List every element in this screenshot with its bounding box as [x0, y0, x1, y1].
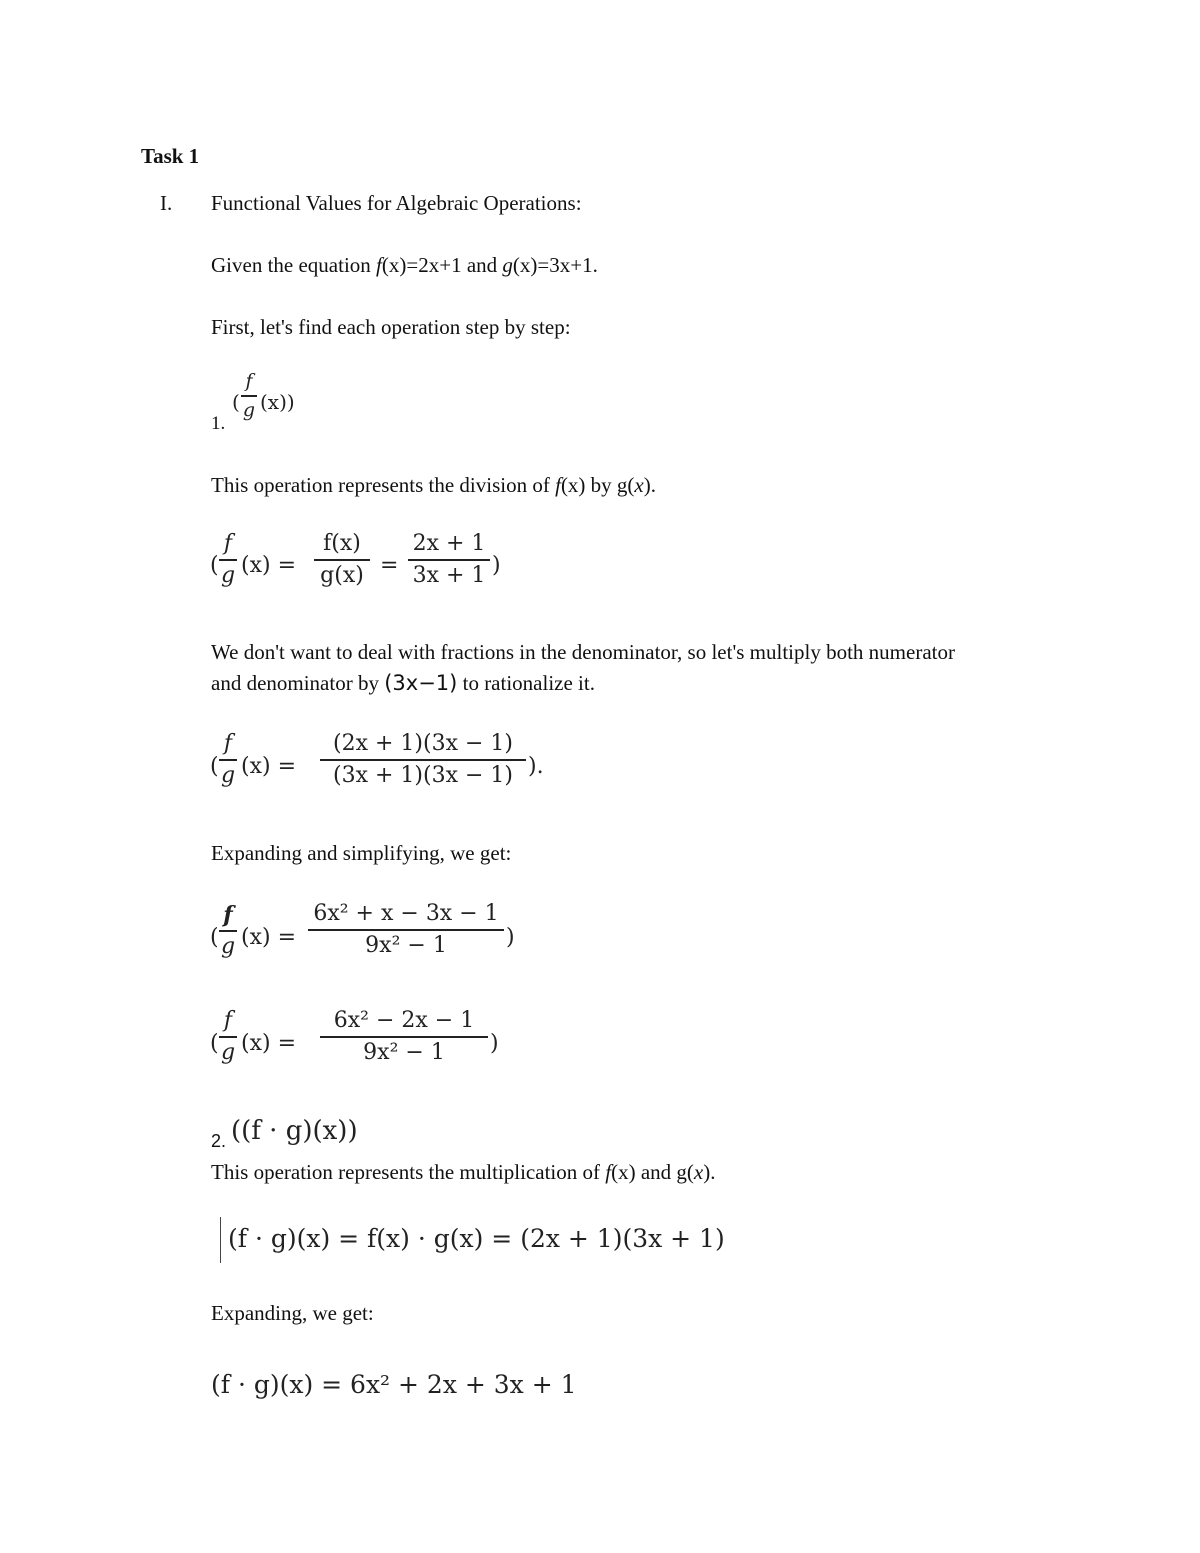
op2-description [211, 1162, 715, 1183]
eq3-arg: (x) = [241, 925, 296, 950]
eq2-den: (3x + 1)(3x − 1) [333, 762, 513, 788]
op2-desc-prefix: This operation represents the multiplication of [211, 1160, 606, 1184]
eq2-arg: (x) = [241, 754, 296, 779]
eq1-num1: f(x) [323, 531, 361, 556]
eq3-frac [308, 903, 504, 957]
eq4-f: f [223, 1008, 233, 1033]
eq3-f: f [223, 902, 233, 928]
eq1-den1: g(x) [320, 562, 364, 588]
eq1-bar-fg [219, 559, 237, 561]
op1-desc-prefix: This operation represents the division of [211, 473, 556, 497]
op2-number: 2. [211, 1131, 227, 1151]
task-heading: Task 1 [141, 144, 200, 168]
section-numeral: I. [160, 191, 173, 215]
op2-expr: ((f · g)(x)) [231, 1116, 358, 1146]
explain-math: (3x−1) [384, 671, 458, 695]
eq3-num: 6x² + x − 3x − 1 [313, 901, 499, 926]
explain-suffix: to rationalize it. [457, 671, 595, 695]
section-title: Functional Values for Algebraic Operations: [211, 191, 582, 215]
op1-desc-end: ). [643, 473, 656, 497]
eq1-equals: = [380, 553, 399, 578]
explain-prefix: and denominator by [211, 671, 385, 695]
eq2-frac [320, 733, 526, 787]
eq4-bar-fg [219, 1036, 237, 1038]
op2-desc-x: x [693, 1160, 704, 1184]
eq1-open: ( [210, 553, 219, 578]
op2-expand-text: Expanding, we get: [211, 1301, 374, 1325]
op2-eq2: (f · g)(x) = 6x² + 2x + 3x + 1 [211, 1370, 577, 1399]
intro-text: First, let's find each operation step by step: [211, 315, 571, 339]
text-cursor [220, 1217, 221, 1263]
eq1-close: ) [492, 553, 501, 578]
given-f: f [376, 253, 382, 277]
eq4-bar [320, 1036, 488, 1038]
eq1-g: g [220, 562, 236, 588]
eq4-arg: (x) = [241, 1031, 296, 1056]
op1-g: g [242, 398, 256, 421]
eq4-frac [320, 1010, 488, 1064]
eq3-bar-fg [219, 930, 237, 932]
eq1-arg: (x) = [241, 553, 296, 578]
eq2-close: ). [528, 754, 544, 779]
eq3-close: ) [506, 925, 515, 950]
eq1-num2: 2x + 1 [412, 531, 486, 556]
expand-simplify-text: Expanding and simplifying, we get: [211, 841, 512, 865]
eq2-bar [320, 759, 526, 761]
eq2-bar-fg [219, 759, 237, 761]
given-g: g [502, 253, 513, 277]
eq1-bar2 [408, 559, 490, 561]
eq1-frac1 [314, 533, 370, 587]
op1-frac-bar [241, 395, 257, 397]
eq3-g: g [220, 933, 236, 959]
op1-f-over-g [241, 372, 257, 420]
eq1-den2: 3x + 1 [412, 562, 486, 588]
eq4-open: ( [210, 1031, 219, 1056]
eq2-g: g [220, 762, 236, 788]
op1-desc-f: f [555, 473, 561, 497]
eq2-num: (2x + 1)(3x − 1) [333, 731, 513, 756]
eq1-frac2 [408, 533, 490, 587]
op1-number: 1. [211, 413, 226, 434]
op2-eq1: (f · g)(x) = f(x) · g(x) = (2x + 1)(3x + 1) [228, 1224, 725, 1253]
eq3-open: ( [210, 925, 219, 950]
eq2-open: ( [210, 754, 219, 779]
given-gx: (x)=3x+1. [512, 253, 598, 277]
explain-line2 [211, 673, 595, 694]
eq4-g: g [220, 1039, 236, 1065]
eq3-den: 9x² − 1 [365, 932, 447, 958]
given-fx: (x)=2x+1 and [381, 253, 503, 277]
eq1-f-over-g [219, 533, 237, 587]
eq3-bar [308, 929, 504, 931]
given-line [211, 255, 598, 276]
eq4-close: ) [490, 1031, 499, 1056]
eq1-bar1 [314, 559, 370, 561]
op1-desc-x: x [634, 473, 644, 497]
explain-line1: We don't want to deal with fractions in the denominator, so let's multiply both numerator [211, 640, 955, 664]
eq4-den: 9x² − 1 [363, 1039, 445, 1065]
op2-desc-f: f [605, 1160, 612, 1184]
eq4-f-over-g [219, 1010, 237, 1064]
given-prefix: Given the equation [211, 253, 377, 277]
eq2-f: f [223, 731, 233, 756]
eq1-f: f [223, 531, 233, 556]
op2-desc-mid: (x) and g( [611, 1160, 694, 1184]
op2-desc-end: ). [703, 1160, 716, 1184]
op1-open-paren: ( [232, 390, 240, 414]
op1-f: f [245, 370, 253, 392]
op1-description [211, 475, 656, 496]
op1-arg: (x)) [260, 390, 295, 414]
eq4-num: 6x² − 2x − 1 [333, 1008, 475, 1033]
op1-desc-mid: (x) by g( [560, 473, 635, 497]
eq2-f-over-g [219, 733, 237, 787]
eq3-f-over-g [219, 904, 237, 958]
